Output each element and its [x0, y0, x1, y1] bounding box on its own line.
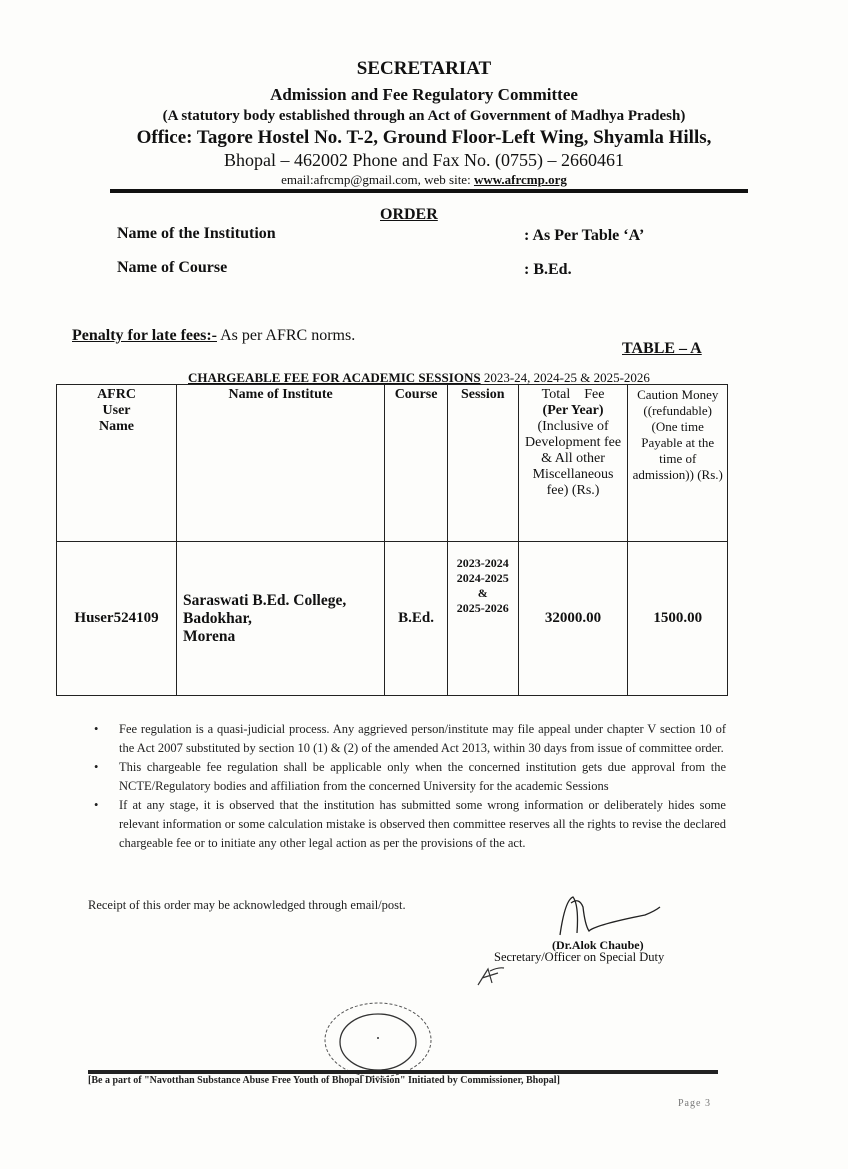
course-value: : B.Ed.	[524, 261, 572, 278]
committee-name: Admission and Fee Regulatory Committee	[270, 85, 578, 104]
bullet-icon: •	[94, 722, 99, 736]
penalty-label: Penalty for late fees:-	[72, 327, 217, 344]
cell-session: 2023-2024 2024-2025 & 2025-2026	[447, 542, 518, 696]
page-number: Page 3	[678, 1098, 711, 1109]
header-course: Course	[385, 385, 448, 542]
signature-mark	[555, 895, 665, 940]
header-caution-money: Caution Money ((refundable) (One time Payable at the time of admission)) (Rs.)	[628, 385, 728, 542]
letterhead-title: SECRETARIAT	[356, 58, 492, 79]
bullet-icon: •	[94, 760, 99, 774]
table-row	[57, 542, 728, 696]
receipt-note: Receipt of this order may be acknowledged through email/post.	[88, 898, 406, 912]
institution-value: : As Per Table ‘A’	[524, 227, 645, 244]
table-header-row	[57, 385, 728, 542]
cell-caution-money: 1500.00	[628, 542, 728, 696]
note-item: • Fee regulation is a quasi-judicial process. Any aggrieved person/institute may file appeal under chapter V section 10 of the Act 2007 substituted by section 10 (1) & (2) of the amended Act 2013, within 30 days from issue of committee order.	[94, 722, 726, 755]
office-address: Office: Tagore Hostel No. T-2, Ground Floor-Left Wing, Shyamla Hills,	[136, 127, 712, 148]
header-divider	[110, 189, 748, 193]
order-heading: ORDER	[380, 206, 438, 223]
footer-divider	[88, 1070, 718, 1074]
header-user-name: AFRC User Name	[57, 385, 177, 542]
email-text: email:afrcmp@gmail.com, web site:	[281, 172, 474, 187]
cell-institute: Saraswati B.Ed. College, Badokhar, Morena	[177, 542, 385, 696]
penalty-line	[72, 327, 355, 345]
cell-course: B.Ed.	[385, 542, 448, 696]
fee-table	[56, 384, 728, 696]
official-seal-icon	[322, 998, 434, 1078]
cell-user-name: Huser524109	[57, 542, 177, 696]
caption-heading: CHARGEABLE FEE FOR ACADEMIC SESSIONS	[188, 370, 481, 385]
caption-sessions: 2023-24, 2024-25 & 2025-2026	[480, 370, 650, 385]
contact-line	[0, 172, 848, 188]
header-institute: Name of Institute	[177, 385, 385, 542]
course-label: Name of Course	[117, 259, 228, 276]
cell-total-fee: 32000.00	[518, 542, 628, 696]
header-session: Session	[447, 385, 518, 542]
signatory-name: (Dr.Alok Chaube)	[552, 938, 644, 952]
footer-slogan: [Be a part of "Navotthan Substance Abuse Free Youth of Bhopal Division" Initiated by Commissioner, Bhopal]	[88, 1075, 560, 1086]
note-item: • If at any stage, it is observed that the institution has submitted some wrong information or deliberately hides some relevant information or some calculation mistake is observed then committee reserves all the rights to revise the declared chargeable fee or to initiate any other legal action as per the provisions of the act.	[94, 798, 726, 850]
statutory-note: (A statutory body established through an Act of Government of Madhya Pradesh)	[162, 108, 686, 124]
notes-list	[90, 720, 726, 853]
phone-line: Bhopal – 462002 Phone and Fax No. (0755) – 2660461	[224, 150, 624, 170]
institution-label: Name of the Institution	[117, 225, 276, 242]
signatory-title: Secretary/Officer on Special Duty	[494, 950, 665, 964]
bullet-icon: •	[94, 798, 99, 812]
website-link[interactable]: www.afrcmp.org	[473, 172, 567, 187]
note-item: • This chargeable fee regulation shall be applicable only when the concerned institution gets due approval from the NCTE/Regulatory bodies and affiliation from the concerned University for the academic Sessions	[94, 760, 726, 793]
initial-mark	[476, 965, 506, 987]
penalty-text: As per AFRC norms.	[216, 327, 356, 344]
table-title: TABLE – A	[622, 340, 702, 357]
header-total-fee: Total Fee (Per Year) (Inclusive of Development fee & All other Miscellaneous fee) (Rs.)	[518, 385, 628, 542]
